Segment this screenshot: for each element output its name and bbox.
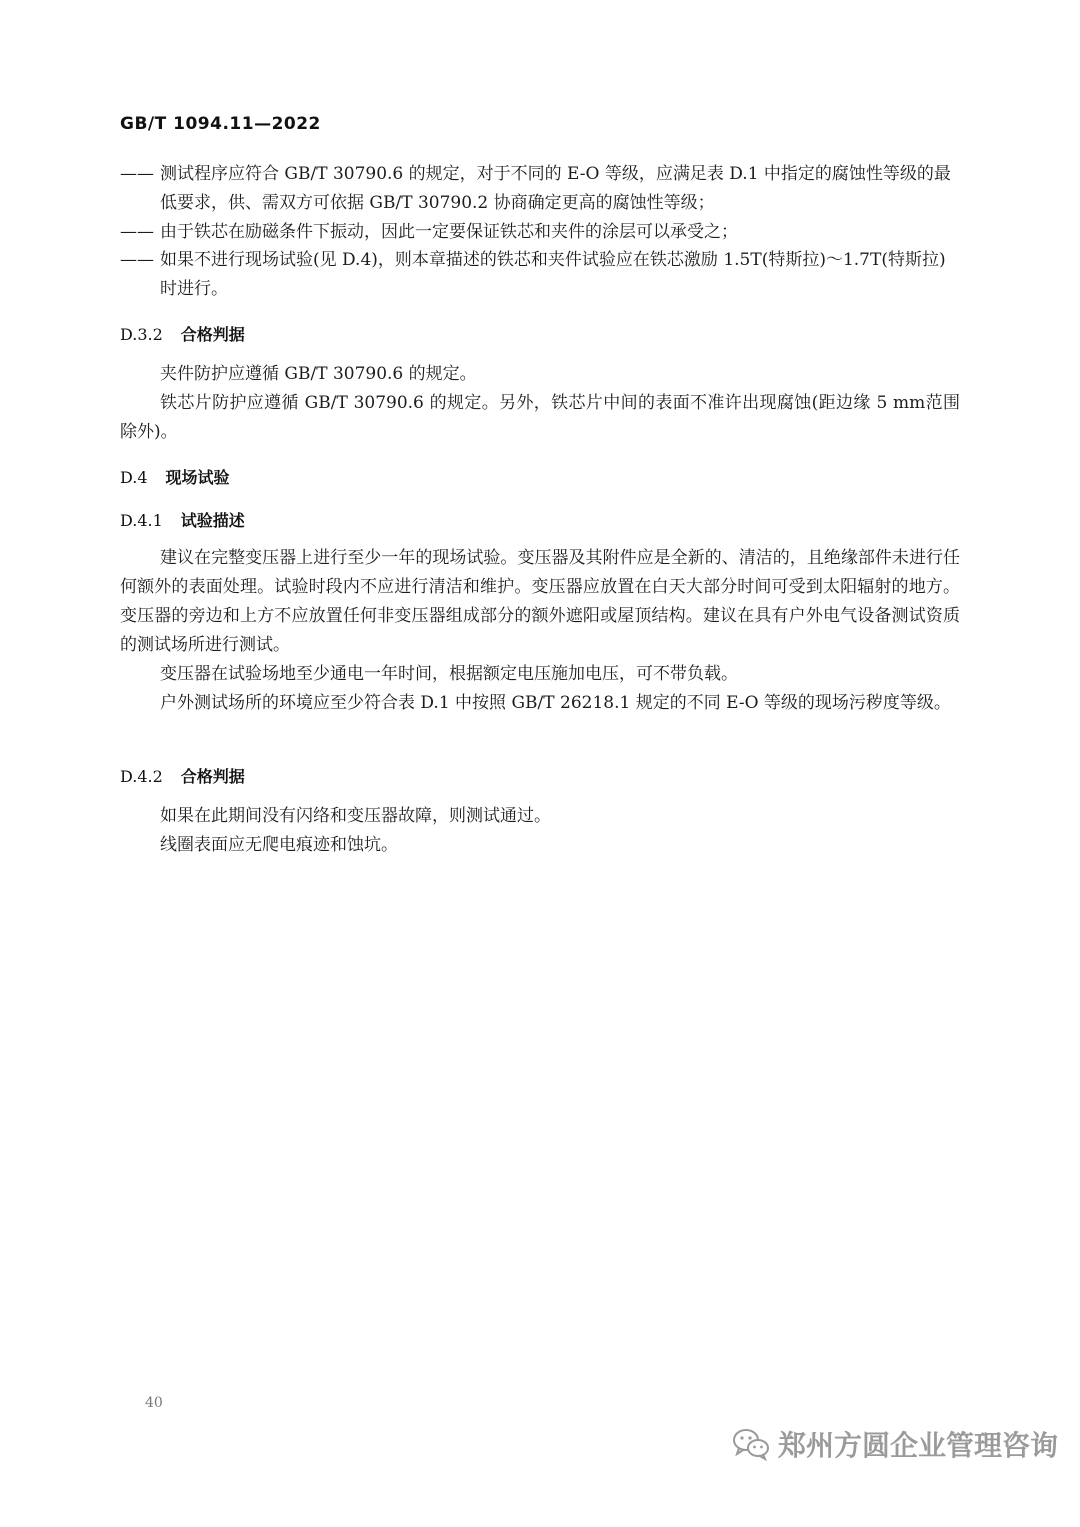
paragraph: 夹件防护应遵循 GB/T 30790.6 的规定。 bbox=[160, 364, 477, 384]
section-heading-d4 bbox=[120, 465, 230, 488]
list-item-text: 由于铁芯在励磁条件下振动，因此一定要保证铁芯和夹件的涂层可以承受之； bbox=[160, 222, 738, 242]
paragraph: 线圈表面应无爬电痕迹和蚀坑。 bbox=[160, 835, 398, 855]
section-number: D.4 bbox=[120, 468, 148, 487]
paragraph: 变压器在试验场地至少通电一年时间，根据额定电压施加电压，可不带负载。 bbox=[160, 664, 738, 684]
paragraph: 建议在完整变压器上进行至少一年的现场试验。变压器及其附件应是全新的、清洁的，且绝缘部件未进行任何额外的表面处理。试验时段内不应进行清洁和维护。变压器应放置在白天大部分时间可受到太阳辐射的地方。变压器的旁边和上方不应放置任何非变压器组成部分的额外遮阳或屋顶结构。建议在具有户外电气设备测试资质的测试场所进行测试。 bbox=[120, 548, 960, 655]
list-item bbox=[120, 246, 960, 304]
list-item bbox=[120, 218, 960, 247]
list-item-text: 如果不进行现场试验(见 D.4)，则本章描述的铁芯和夹件试验应在铁芯激励 1.5T(特斯拉)～1.7T(特斯拉)时进行。 bbox=[160, 250, 946, 299]
section-heading-d42 bbox=[120, 764, 245, 787]
section-number: D.3.2 bbox=[120, 325, 163, 344]
wechat-icon bbox=[732, 1427, 770, 1461]
section-title: 合格判据 bbox=[180, 767, 245, 786]
paragraph: 如果在此期间没有闪络和变压器故障，则测试通过。 bbox=[160, 806, 551, 826]
list-item bbox=[120, 160, 960, 218]
section-number: D.4.2 bbox=[120, 767, 163, 786]
list-dash: —— bbox=[120, 222, 154, 242]
list-item-text: 测试程序应符合 GB/T 30790.6 的规定，对于不同的 E-O 等级，应满足表 D.1 中指定的腐蚀性等级的最低要求，供、需双方可依据 GB/T 30790.2 协商确定更高的腐蚀性等级； bbox=[160, 164, 951, 213]
section-heading-d41 bbox=[120, 508, 245, 531]
paragraph: 铁芯片防护应遵循 GB/T 30790.6 的规定。另外，铁芯片中间的表面不准许出现腐蚀(距边缘 5 mm范围除外)。 bbox=[120, 393, 960, 442]
section-title: 合格判据 bbox=[180, 325, 245, 344]
section-title: 试验描述 bbox=[180, 511, 245, 530]
list-dash: —— bbox=[120, 164, 154, 184]
page-number: 40 bbox=[145, 1395, 163, 1411]
standard-number: GB/T 1094.11—2022 bbox=[120, 114, 321, 134]
list-dash: —— bbox=[120, 250, 154, 270]
section-number: D.4.1 bbox=[120, 511, 163, 530]
watermark-text: 郑州方圆企业管理咨询 bbox=[778, 1429, 1059, 1462]
section-title: 现场试验 bbox=[165, 468, 230, 487]
section-heading-d32 bbox=[120, 322, 245, 345]
paragraph: 户外测试场所的环境应至少符合表 D.1 中按照 GB/T 26218.1 规定的不同 E-O 等级的现场污秽度等级。 bbox=[160, 693, 951, 713]
watermark bbox=[732, 1424, 1058, 1464]
